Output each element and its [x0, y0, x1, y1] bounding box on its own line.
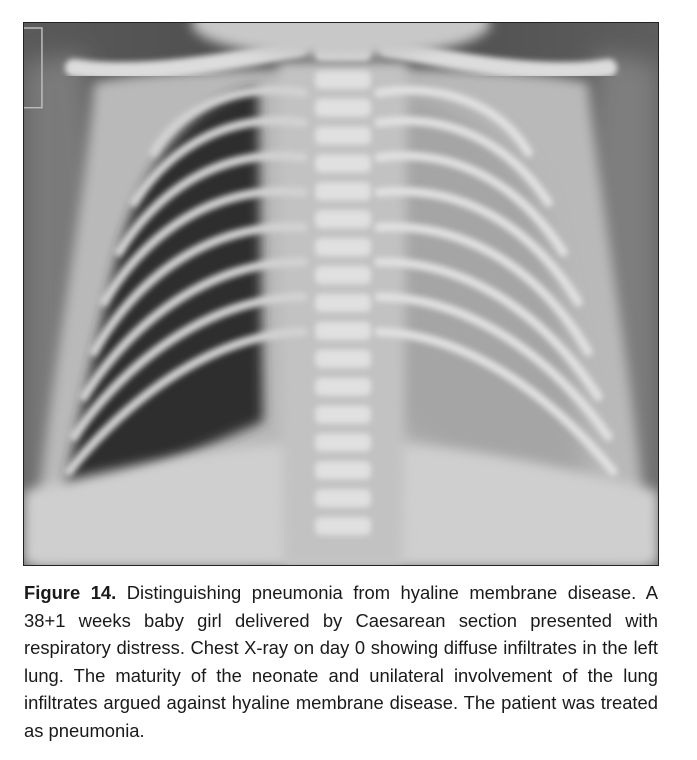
figure-caption-text: Distinguishing pneumonia from hyaline membrane disease. A 38+1 weeks baby girl delivered by Caesarean section presented with respiratory distress. Chest X-ray on day 0 showing diffuse infiltrates in the left lung. The maturity of the neonate and unilateral involvement of the lung infiltrates argued against hyaline membrane disease. The patient was treated as pneumonia.: [24, 582, 658, 741]
figure-caption: [24, 579, 658, 745]
figure-label: Figure 14.: [24, 582, 117, 603]
chest-xray-image: [23, 22, 659, 566]
xray-graphic: [24, 23, 658, 565]
